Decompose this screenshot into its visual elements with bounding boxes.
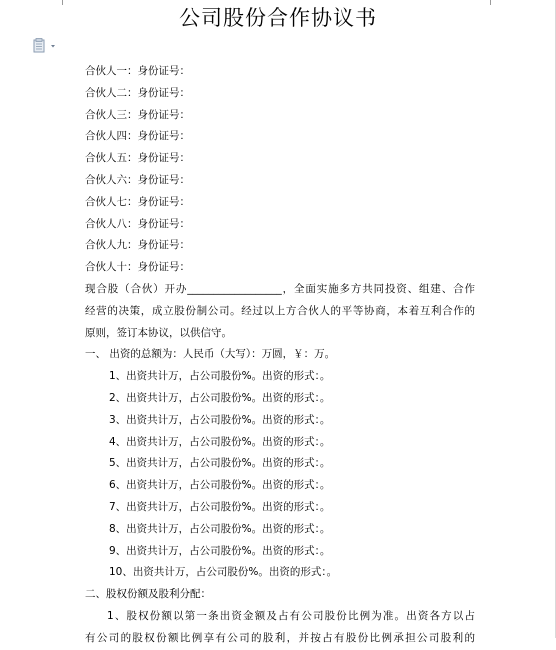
paste-options-button[interactable] (33, 38, 59, 54)
section-2-paragraph: 1、股权份额以第一条出资金额及占有公司股份比例为准。出资各方以占 (107, 609, 475, 622)
page-left-edge (0, 0, 1, 638)
partner-line: 合伙人一：身份证号： (85, 65, 190, 77)
contribution-item: 5、出资共计万，占公司股份%。出资的形式：。 (109, 457, 331, 470)
contribution-item: 4、出资共计万，占公司股份%。出资的形式：。 (109, 435, 331, 448)
intro-paragraph-line: 经营的决策，成立股份制公司。经过以上方合伙人的平等协商，本着互利合作的 (85, 304, 475, 317)
contribution-item: 2、出资共计万，占公司股份%。出资的形式：。 (109, 391, 331, 404)
section-1-heading: 一、 出资的总额为：人民币（大写）：万圆，￥：万。 (85, 348, 336, 361)
document-body (85, 61, 475, 644)
partner-line: 合伙人二：身份证号： (85, 86, 190, 99)
partner-line: 合伙人四：身份证号： (85, 130, 190, 143)
contribution-item: 3、出资共计万，占公司股份%。出资的形式：。 (109, 413, 331, 426)
contribution-item: 9、出资共计万，占公司股份%。出资的形式：。 (109, 544, 331, 557)
contribution-item: 6、出资共计万，占公司股份%。出资的形式：。 (109, 479, 331, 492)
section-2-paragraph-continuation: 有公司的股权份额比例享有公司的股利，并按占有股份比例承担公司股利的 (85, 631, 475, 644)
section-2-heading: 二、股权份额及股利分配： (85, 588, 211, 601)
partner-line: 合伙人三：身份证号： (85, 108, 190, 121)
contribution-item: 10、出资共计万，占公司股份%。出资的形式：。 (109, 566, 338, 579)
document-title: 公司股份合作协议书 (179, 6, 377, 30)
contribution-item: 7、出资共计万，占公司股份%。出资的形式：。 (109, 500, 331, 513)
intro-paragraph-line: 现合股（合伙）开办__________________，全面实施多方共同投资、组建、合作 (85, 282, 475, 295)
contribution-item: 8、出资共计万，占公司股份%。出资的形式：。 (109, 522, 331, 535)
contribution-item: 1、出资共计万，占公司股份%。出资的形式：。 (109, 370, 331, 383)
partner-line: 合伙人六：身份证号： (85, 173, 190, 186)
paste-options-icon (33, 38, 59, 54)
partner-line: 合伙人十：身份证号： (85, 261, 190, 274)
partner-line: 合伙人七：身份证号： (85, 195, 190, 208)
partner-line: 合伙人九：身份证号： (85, 239, 190, 252)
intro-paragraph-line: 原则，签订本协议，以供信守。 (85, 326, 232, 339)
partner-line: 合伙人五：身份证号： (85, 152, 190, 165)
partner-line: 合伙人八：身份证号： (85, 217, 190, 230)
